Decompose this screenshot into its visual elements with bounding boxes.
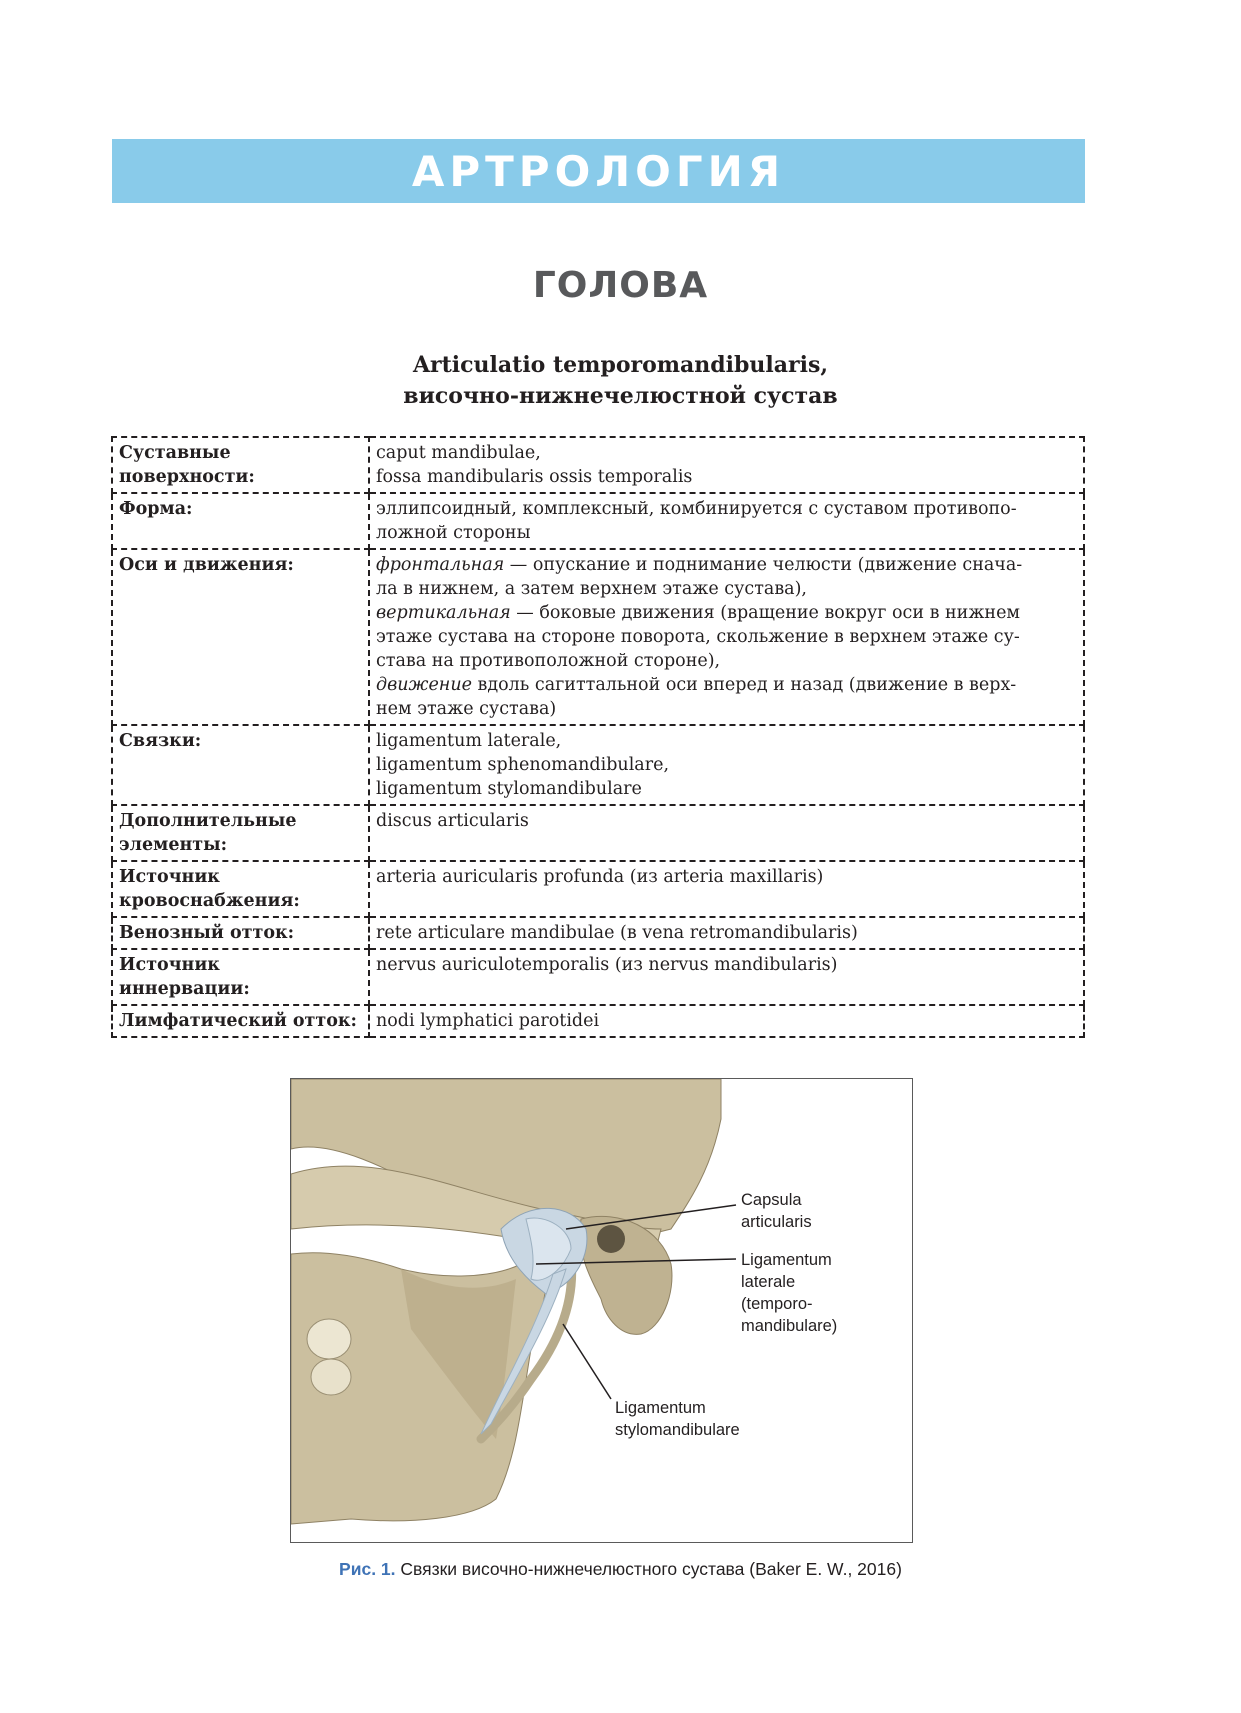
callout-capsula-articularis: [741, 1189, 812, 1233]
axis-term: фронтальная: [376, 555, 505, 575]
row-label: [112, 805, 369, 861]
value-line: arteria auricularis profunda (из arteria maxillaris): [376, 867, 824, 887]
molar-tooth: [311, 1359, 351, 1395]
row-label: [112, 949, 369, 1005]
section-title: ГОЛОВА: [532, 265, 709, 306]
table-row: [112, 861, 1084, 917]
table-row: [112, 917, 1084, 949]
row-value: [369, 861, 1084, 917]
value-line: rete articulare mandibulae (в vena retromandibularis): [376, 923, 858, 943]
external-acoustic-meatus: [597, 1225, 625, 1253]
value-line: ла в нижнем, а затем верхнем этаже сустава),: [376, 579, 807, 599]
table-row: [112, 549, 1084, 725]
value-line: nodi lymphatici parotidei: [376, 1011, 600, 1031]
label-line: элементы:: [119, 835, 228, 855]
table-row: [112, 725, 1084, 805]
value-line: fossa mandibularis ossis temporalis: [376, 467, 693, 487]
table-row: [112, 1005, 1084, 1037]
value-line: ligamentum stylomandibulare: [376, 779, 642, 799]
label-line: Источник: [119, 955, 220, 975]
value-line: [376, 601, 1077, 625]
row-label: [112, 549, 369, 725]
value-line: ligamentum sphenomandibulare,: [376, 755, 670, 775]
row-value: [369, 549, 1084, 725]
label-line: Форма:: [119, 499, 193, 519]
row-value: [369, 725, 1084, 805]
figure-caption: [0, 1559, 1241, 1580]
axis-term: вертикальная: [376, 603, 511, 623]
callout-ligamentum-stylomandibulare: [615, 1397, 740, 1441]
joint-properties-table: [111, 436, 1085, 1038]
callout-line: laterale: [741, 1273, 796, 1291]
axis-text: — опускание и поднимание челюсти (движение снача-: [504, 555, 1023, 575]
article-subtitle: [0, 350, 1241, 412]
table-row: [112, 437, 1084, 493]
row-label: [112, 917, 369, 949]
table-row: [112, 949, 1084, 1005]
row-value: [369, 949, 1084, 1005]
label-line: кровоснабжения:: [119, 891, 300, 911]
label-line: иннервации:: [119, 979, 250, 999]
label-line: Венозный отток:: [119, 923, 295, 943]
callout-line: Ligamentum: [615, 1399, 706, 1417]
value-line: става на противоположной стороне),: [376, 651, 721, 671]
callout-line: Capsula: [741, 1191, 802, 1209]
axis-term: движение: [376, 675, 472, 695]
label-line: поверхности:: [119, 467, 255, 487]
callout-line: stylomandibulare: [615, 1421, 740, 1439]
subtitle-latin: Articulatio temporomandibularis,: [412, 352, 829, 378]
value-line: [376, 553, 1077, 577]
leader-line-stylomandibulare: [563, 1324, 611, 1399]
label-line: Оси и движения:: [119, 555, 294, 575]
value-line: [376, 673, 1077, 697]
chapter-banner: [112, 139, 1085, 203]
callout-line: (temporo-: [741, 1295, 813, 1313]
label-line: Связки:: [119, 731, 202, 751]
table-row: [112, 805, 1084, 861]
molar-tooth: [307, 1319, 351, 1359]
value-line: нем этаже сустава): [376, 699, 557, 719]
value-line: эллипсоидный, комплексный, комбинируется с суставом противопо-: [376, 499, 1017, 519]
label-line: Лимфатический отток:: [119, 1011, 358, 1031]
axis-text: — боковые движения (вращение вокруг оси в нижнем: [510, 603, 1021, 623]
value-line: этаже сустава на стороне поворота, скольжение в верхнем этаже су-: [376, 627, 1020, 647]
label-line: Источник: [119, 867, 220, 887]
axis-text: вдоль сагиттальной оси вперед и назад (движение в верх-: [471, 675, 1017, 695]
row-value: [369, 917, 1084, 949]
value-line: caput mandibulae,: [376, 443, 541, 463]
row-label: [112, 725, 369, 805]
value-line: ложной стороны: [376, 523, 531, 543]
callout-line: Ligamentum: [741, 1251, 832, 1269]
callout-line: mandibulare): [741, 1317, 838, 1335]
row-value: [369, 1005, 1084, 1037]
anatomy-figure: [290, 1078, 913, 1543]
row-value: [369, 493, 1084, 549]
row-label: [112, 861, 369, 917]
chapter-title: АРТРОЛОГИЯ: [411, 146, 786, 196]
row-label: [112, 437, 369, 493]
callout-line: articularis: [741, 1213, 812, 1231]
subtitle-russian: височно-нижнечелюстной сустав: [403, 383, 838, 409]
value-line: nervus auriculotemporalis (из nervus mandibularis): [376, 955, 838, 975]
caption-text: Связки височно-нижнечелюстного сустава (Baker E. W., 2016): [395, 1559, 902, 1579]
label-line: Суставные: [119, 443, 231, 463]
caption-label: Рис. 1.: [339, 1559, 396, 1579]
value-line: discus articularis: [376, 811, 529, 831]
row-value: [369, 805, 1084, 861]
label-line: Дополнительные: [119, 811, 297, 831]
row-label: [112, 493, 369, 549]
value-line: ligamentum laterale,: [376, 731, 562, 751]
row-label: [112, 1005, 369, 1037]
callout-ligamentum-laterale: [741, 1249, 837, 1337]
table-row: [112, 493, 1084, 549]
row-value: [369, 437, 1084, 493]
